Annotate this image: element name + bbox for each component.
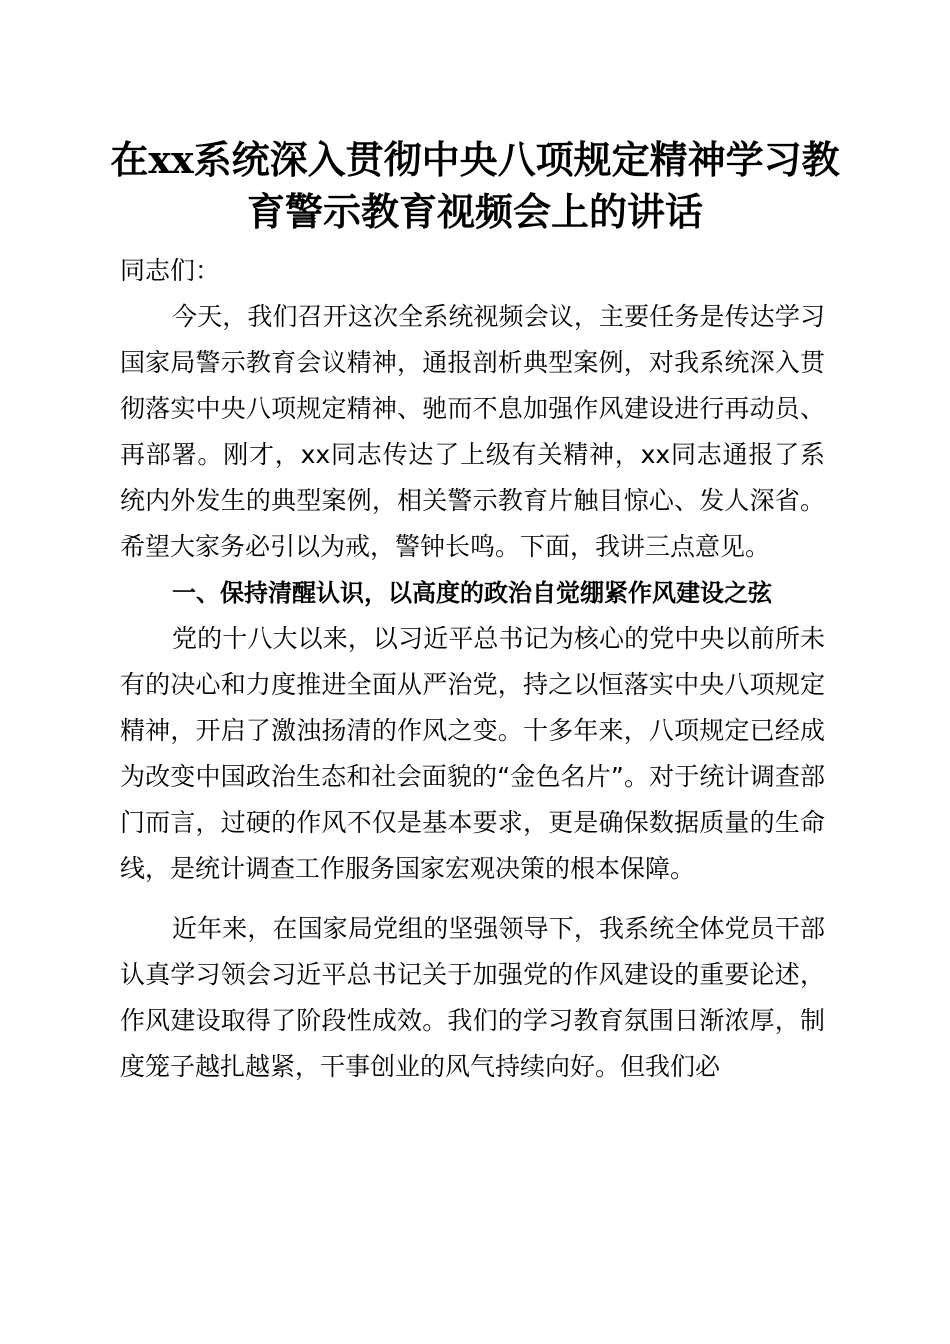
paragraph-intro: 今天，我们召开这次全系统视频会议，主要任务是传达学习国家局警示教育会议精神，通报剖析典型案例，对我系统深入贯彻落实中央八项规定精神、驰而不息加强作风建设进行再动员、再部署。刚才，xx同志传达了上级有关精神，xx同志通报了系统内外发生的典型案例，相关警示教育片触目惊心、发人深省。希望大家务必引以为戒，警钟长鸣。下面，我讲三点意见。 (120, 302, 825, 561)
paragraph-section1-2: 近年来，在国家局党组的坚强领导下，我系统全体党员干部认真学习领会习近平总书记关于加强党的作风建设的重要论述，作风建设取得了阶段性成效。我们的学习教育氛围日渐浓厚，制度笼子越扎越紧，干事创业的风气持续向好。但我们必 (120, 914, 825, 1081)
title-line-1: 在xx系统深入贯彻中央八项规定精神学习教 (110, 137, 840, 182)
document-title (100, 134, 850, 238)
paragraph-section1-1: 党的十八大以来，以习近平总书记为核心的党中央以前所未有的决心和力度推进全面从严治党，持之以恒落实中央八项规定精神，开启了激浊扬清的作风之变。十多年来，八项规定已经成为改变中国政治生态和社会面貌的“金色名片”。对于统计调查部门而言，过硬的作风不仅是基本要求，更是确保数据质量的生命线，是统计调查工作服务国家宏观决策的根本保障。 (120, 624, 825, 883)
section-heading-1: 一、保持清醒认识，以高度的政治自觉绷紧作风建设之弦 (172, 579, 772, 607)
document-body (120, 248, 825, 1090)
title-line-2: 育警示教育视频会上的讲话 (246, 189, 703, 234)
salutation: 同志们： (120, 256, 221, 285)
